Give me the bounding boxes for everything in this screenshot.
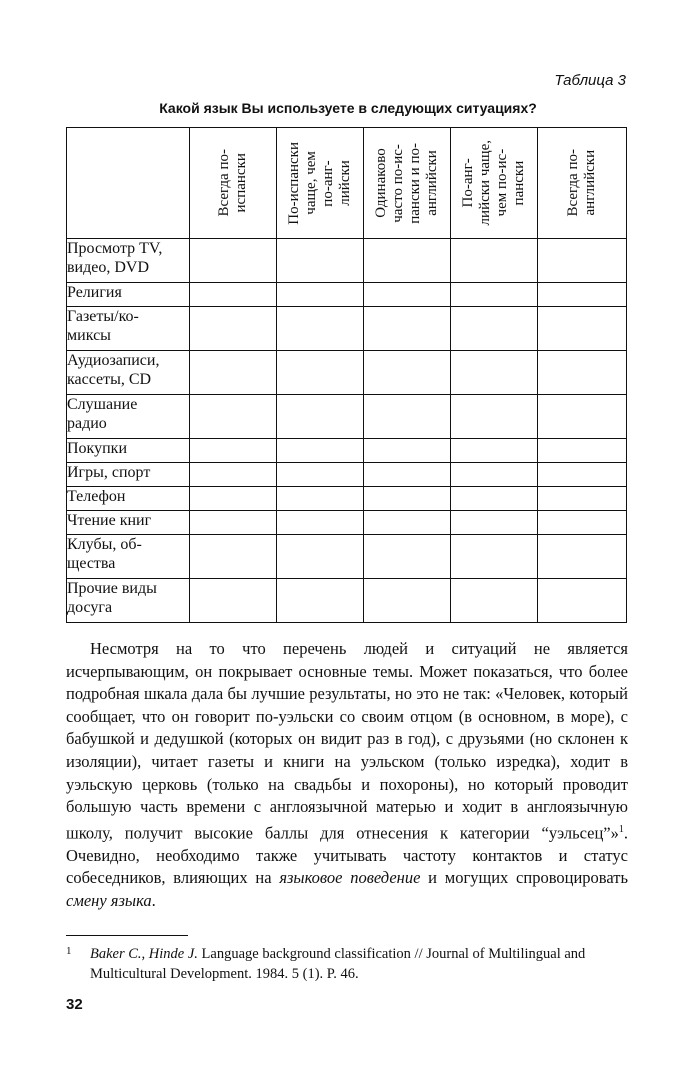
footnote-separator bbox=[66, 935, 188, 936]
answer-cell bbox=[364, 239, 451, 283]
answer-cell bbox=[190, 351, 277, 395]
body-paragraph bbox=[66, 638, 628, 913]
answer-cell bbox=[451, 487, 538, 511]
answer-cell bbox=[451, 463, 538, 487]
table-row bbox=[67, 239, 627, 283]
answer-cell bbox=[364, 535, 451, 579]
answer-cell bbox=[451, 535, 538, 579]
answer-cell bbox=[538, 239, 627, 283]
answer-cell bbox=[277, 395, 364, 439]
answer-cell bbox=[451, 511, 538, 535]
page-number: 32 bbox=[66, 996, 83, 1013]
answer-cell bbox=[538, 351, 627, 395]
emphasis-term: языковое поведение bbox=[279, 868, 421, 888]
answer-cell bbox=[364, 463, 451, 487]
survey-table bbox=[66, 127, 627, 623]
corner-cell bbox=[67, 128, 190, 239]
footnote-number: 1 bbox=[66, 945, 72, 957]
table-row bbox=[67, 463, 627, 487]
answer-cell bbox=[538, 283, 627, 307]
body-text-part: . Очевидно, необходимо также учитывать частоту контактов и статус собеседников, влияющих на bbox=[66, 823, 628, 888]
answer-cell bbox=[451, 439, 538, 463]
answer-cell bbox=[277, 307, 364, 351]
footnote-reference: 1 bbox=[618, 823, 624, 835]
answer-cell bbox=[190, 579, 277, 623]
answer-cell bbox=[538, 307, 627, 351]
table-caption: Таблица 3 bbox=[554, 72, 626, 89]
answer-cell bbox=[277, 511, 364, 535]
row-label: Просмотр TV, видео, DVD bbox=[67, 239, 190, 283]
answer-cell bbox=[277, 579, 364, 623]
column-header: Всегда по- английски bbox=[538, 128, 627, 239]
answer-cell bbox=[364, 439, 451, 463]
answer-cell bbox=[190, 239, 277, 283]
row-label: Клубы, об- щества bbox=[67, 535, 190, 579]
table-row bbox=[67, 511, 627, 535]
answer-cell bbox=[538, 463, 627, 487]
row-label: Телефон bbox=[67, 487, 190, 511]
answer-cell bbox=[538, 579, 627, 623]
answer-cell bbox=[538, 395, 627, 439]
answer-cell bbox=[277, 239, 364, 283]
answer-cell bbox=[364, 351, 451, 395]
answer-cell bbox=[277, 351, 364, 395]
body-text-part: . bbox=[151, 891, 156, 911]
row-label: Игры, спорт bbox=[67, 463, 190, 487]
answer-cell bbox=[364, 395, 451, 439]
row-label: Газеты/ко- миксы bbox=[67, 307, 190, 351]
answer-cell bbox=[364, 579, 451, 623]
answer-cell bbox=[538, 535, 627, 579]
table-row bbox=[67, 395, 627, 439]
answer-cell bbox=[451, 351, 538, 395]
answer-cell bbox=[364, 283, 451, 307]
table-row bbox=[67, 307, 627, 351]
answer-cell bbox=[538, 439, 627, 463]
footnote bbox=[66, 944, 628, 984]
column-header: По-анг- лийски чаще, чем по-ис- пански bbox=[451, 128, 538, 239]
body-text-part: и могущих спровоцировать bbox=[420, 868, 628, 888]
answer-cell bbox=[190, 487, 277, 511]
row-label: Слушание радио bbox=[67, 395, 190, 439]
table-row bbox=[67, 351, 627, 395]
column-header: Одинаково часто по-ис- пански и по- английски bbox=[364, 128, 451, 239]
footnote-authors: Baker C., Hinde J. bbox=[90, 946, 198, 962]
answer-cell bbox=[277, 283, 364, 307]
answer-cell bbox=[451, 395, 538, 439]
answer-cell bbox=[190, 535, 277, 579]
table-row bbox=[67, 487, 627, 511]
answer-cell bbox=[451, 239, 538, 283]
answer-cell bbox=[277, 463, 364, 487]
answer-cell bbox=[538, 487, 627, 511]
answer-cell bbox=[364, 487, 451, 511]
answer-cell bbox=[364, 511, 451, 535]
table-row bbox=[67, 579, 627, 623]
answer-cell bbox=[190, 439, 277, 463]
row-label: Чтение книг bbox=[67, 511, 190, 535]
answer-cell bbox=[190, 283, 277, 307]
answer-cell bbox=[190, 511, 277, 535]
row-label: Покупки bbox=[67, 439, 190, 463]
emphasis-term: смену языка bbox=[66, 891, 152, 911]
answer-cell bbox=[190, 395, 277, 439]
table-row bbox=[67, 283, 627, 307]
row-label: Религия bbox=[67, 283, 190, 307]
column-header: По-испански чаще, чем по-анг- лийски bbox=[277, 128, 364, 239]
answer-cell bbox=[190, 463, 277, 487]
answer-cell bbox=[277, 439, 364, 463]
answer-cell bbox=[451, 579, 538, 623]
table-row bbox=[67, 535, 627, 579]
answer-cell bbox=[277, 487, 364, 511]
answer-cell bbox=[277, 535, 364, 579]
row-label: Прочие виды досуга bbox=[67, 579, 190, 623]
answer-cell bbox=[364, 307, 451, 351]
footnote-text: Language background classification // Journal of Multilingual and Multicultural Development. 1984. 5 (1). P. 46. bbox=[90, 946, 586, 982]
body-text-part: Несмотря на то что перечень людей и ситуаций не является исчерпывающим, он покрывает основные темы. Может показаться, что более подробная шкала дала бы лучшие результаты, но это не так: «Человек, который сообщает, что он говорит по-уэльски со своим отцом (в основном, в море), с бабушкой и дедушкой (которых он видит раз в год), с друзьями (но склонен к изоляции), читает газеты и книги на уэльском (только изредка), ходит в уэльскую церковь (только на свадьбы и похороны), но который проводит большую часть времени с англоязычной матерью и ходит в англоязычную школу, получит высокие баллы для отнесения к категории “уэльсец”» bbox=[66, 639, 628, 843]
answer-cell bbox=[451, 307, 538, 351]
table-row bbox=[67, 439, 627, 463]
column-header: Всегда по- испански bbox=[190, 128, 277, 239]
table-question: Какой язык Вы используете в следующих ситуациях? bbox=[159, 100, 537, 116]
answer-cell bbox=[451, 283, 538, 307]
answer-cell bbox=[190, 307, 277, 351]
table-header-row bbox=[67, 128, 627, 239]
row-label: Аудиозаписи, кассеты, CD bbox=[67, 351, 190, 395]
answer-cell bbox=[538, 511, 627, 535]
